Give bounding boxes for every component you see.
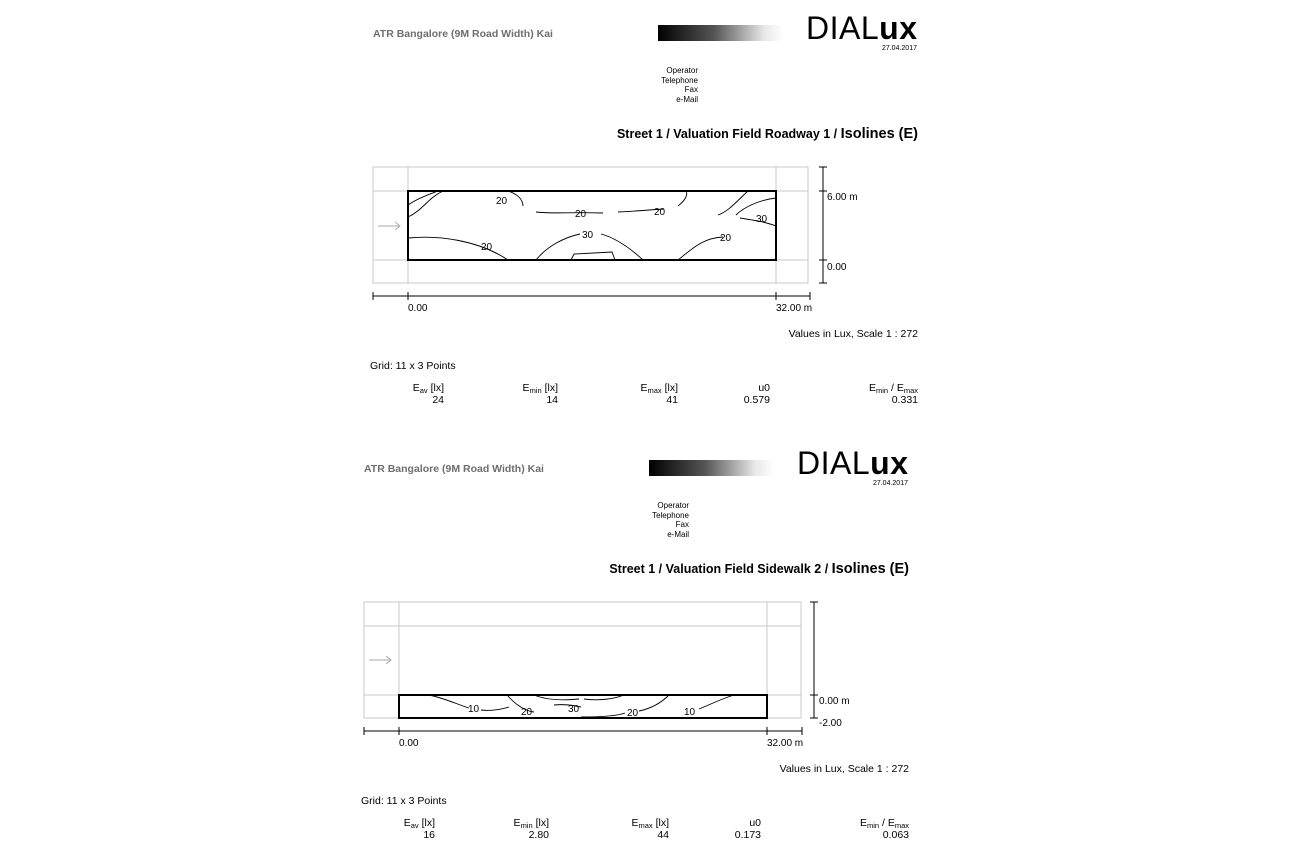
x-label-end: 32.00 m [767, 738, 804, 749]
isoline-label: 30 [568, 704, 580, 715]
stat-emin-label: $E_{min}$ [lx] [513, 817, 549, 830]
grid-info: Grid: 11 x 3 Points [370, 360, 456, 372]
horizontal-dimension [364, 727, 802, 735]
stat-ratio [848, 382, 918, 406]
grid-info: Grid: 11 x 3 Points [361, 795, 447, 807]
x-label-start: 0.00 [408, 303, 428, 314]
stat-emin [514, 382, 558, 406]
heading-main: Street 1 / Valuation Field Sidewalk 2 / [609, 562, 832, 576]
stat-eav [389, 817, 435, 841]
x-label-end: 32.00 m [776, 303, 813, 314]
outer-frame [364, 602, 801, 718]
contact-telephone: Telephone [652, 510, 689, 520]
contact-operator: Operator [657, 501, 689, 510]
project-name: ATR Bangalore (9M Road Width) Kai [364, 463, 544, 475]
report-date: 27.04.2017 [872, 480, 908, 487]
isoline-label: 20 [496, 196, 508, 207]
valuation-field [399, 695, 767, 718]
isoline-label: 10 [468, 704, 480, 715]
isoline-diagram [368, 160, 928, 325]
y-label-top: 6.00 m [827, 192, 858, 203]
isoline-diagram [359, 595, 919, 760]
stat-eav-label: $E_{av}$ [lx] [412, 382, 444, 395]
isolines [408, 191, 776, 260]
vertical-dimension [810, 602, 818, 718]
stat-emax-label: $E_{max}$ [lx] [631, 817, 669, 830]
isoline-labels [481, 196, 768, 253]
logo-text-bold: ux [879, 10, 918, 46]
logo-text-bold: ux [870, 445, 909, 481]
stat-ratio-value: 0.331 [891, 394, 918, 406]
stat-emin-value: 14 [546, 394, 558, 406]
stat-emax-value: 44 [657, 829, 669, 841]
isoline-label: 20 [481, 242, 493, 253]
stat-emax-value: 41 [666, 394, 678, 406]
report-page-sidewalk [359, 445, 919, 865]
isoline-label: 30 [582, 230, 594, 241]
isoline-label: 10 [684, 707, 696, 718]
stat-emin-label: $E_{min}$ [lx] [522, 382, 558, 395]
isoline-label: 20 [720, 233, 732, 244]
contact-block [618, 66, 698, 104]
section-heading [617, 126, 918, 142]
contact-telephone: Telephone [661, 75, 698, 85]
stat-emin [505, 817, 549, 841]
contact-operator: Operator [666, 66, 698, 75]
isoline-label: 30 [756, 214, 768, 225]
dialux-logo [797, 445, 908, 481]
report-page-roadway [368, 10, 928, 430]
vertical-dimension [819, 167, 827, 283]
isoline-label: 20 [654, 207, 666, 218]
direction-arrow-icon [378, 222, 400, 230]
stat-eav-value: 16 [423, 829, 435, 841]
isoline-label: 20 [521, 707, 533, 718]
heading-main: Street 1 / Valuation Field Roadway 1 / [616, 127, 841, 141]
stat-ratio [839, 817, 909, 841]
isoline-label: 20 [627, 708, 639, 719]
stat-eav-label: $E_{av}$ [lx] [403, 817, 435, 830]
header-gradient-bar [658, 25, 783, 41]
y-label-bottom: 0.00 [827, 262, 847, 273]
contact-email: e-Mail [676, 94, 698, 104]
logo-text-light: DIAL [797, 445, 871, 481]
scale-note: Values in Lux, Scale 1 : 272 [779, 763, 909, 775]
horizontal-dimension [373, 292, 810, 300]
stat-emax [625, 817, 669, 841]
contact-email: e-Mail [667, 529, 689, 539]
stat-u0-label: u0 [749, 817, 761, 829]
heading-isolines: Isolines (E) [831, 561, 909, 577]
scale-note: Values in Lux, Scale 1 : 272 [788, 328, 918, 340]
direction-arrow-icon [369, 656, 391, 664]
isoline-plot [359, 595, 919, 760]
stat-emax-label: $E_{max}$ [lx] [640, 382, 678, 395]
stat-u0-value: 0.579 [743, 394, 770, 406]
report-date: 27.04.2017 [881, 45, 917, 52]
heading-isolines: Isolines (E) [840, 126, 918, 142]
stat-u0 [721, 817, 761, 841]
y-label-top: 0.00 m [819, 696, 850, 707]
contact-block [609, 501, 689, 539]
stat-eav-value: 24 [432, 394, 444, 406]
stat-u0 [730, 382, 770, 406]
stat-ratio-label: $E_{min} / E_{max}$ [859, 817, 909, 830]
logo-text-light: DIAL [806, 10, 880, 46]
isoline-label: 20 [575, 209, 587, 220]
stats-table [368, 382, 928, 422]
contact-fax: Fax [675, 520, 689, 529]
isoline-plot [368, 160, 928, 325]
stat-eav [398, 382, 444, 406]
stat-u0-value: 0.173 [734, 829, 761, 841]
header-gradient-bar [649, 460, 774, 476]
section-heading [609, 561, 909, 577]
y-label-bottom: -2.00 [819, 718, 842, 729]
project-name: ATR Bangalore (9M Road Width) Kai [373, 28, 553, 40]
stat-ratio-label: $E_{min} / E_{max}$ [868, 382, 918, 395]
stats-table [359, 817, 919, 857]
stat-u0-label: u0 [758, 382, 770, 394]
stat-ratio-value: 0.063 [882, 829, 909, 841]
stat-emax [634, 382, 678, 406]
x-label-start: 0.00 [399, 738, 419, 749]
stat-emin-value: 2.80 [528, 829, 549, 841]
valuation-field [408, 191, 776, 260]
outer-frame [373, 167, 808, 283]
contact-fax: Fax [684, 85, 698, 94]
dialux-logo [806, 10, 917, 46]
